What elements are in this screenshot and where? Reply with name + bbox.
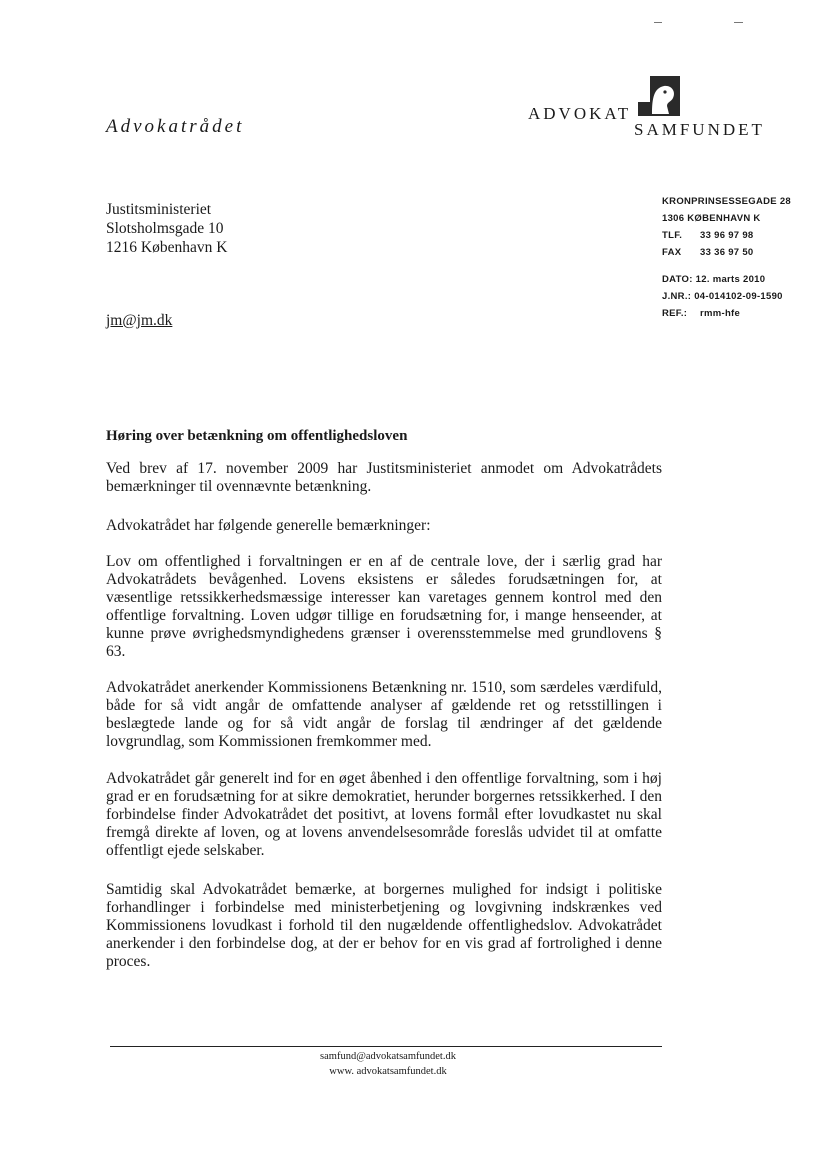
- sender-address: KRONPRINSESSEGADE 28: [662, 196, 792, 207]
- recipient-city: 1216 København K: [106, 239, 228, 256]
- brand-wordmark-bottom: SAMFUNDET: [634, 120, 765, 139]
- footer-email-link[interactable]: samfund@advokatsamfundet.dk: [320, 1051, 456, 1062]
- jnr-row: [662, 288, 783, 305]
- fax-label: FAX: [662, 247, 682, 258]
- sender-phone-row: [662, 227, 791, 244]
- paragraph-1: Ved brev af 17. november 2009 har Justitsministeriet anmodet om Advokatrådets bemærkninger til ovennævnte betænkning.: [106, 460, 662, 495]
- paragraph-4: Advokatrådet anerkender Kommissionens Betænkning nr. 1510, som særdeles værdifuld, både for så vidt angår de omfattende analyser af gældende ret og retsstillingen i beslægtede lande og for så vidt angår de forslag til ændringer af det gældende lovgrundlag, som Kommissionen fremkommer med.: [106, 679, 662, 750]
- phone-label: TLF.: [662, 230, 683, 241]
- jnr-label: J.NR.:: [662, 291, 692, 302]
- ref-row: [662, 305, 783, 322]
- scan-mark: [734, 22, 743, 23]
- sender-contact-block: [662, 193, 791, 261]
- recipient-street: Slotsholmsgade 10: [106, 220, 224, 237]
- ref-label: REF.:: [662, 308, 688, 319]
- phone-value: 33 96 97 98: [700, 230, 754, 241]
- footer-divider: [110, 1046, 662, 1047]
- paragraph-3: Lov om offentlighed i forvaltningen er en af de centrale love, der i særlig grad har Advokatrådets bevågenhed. Lovens eksistens er således forudsætningen for, at væsentlige retssikkerhedsmæssige interesser kan varetages gennem kontrol med den offentlige forvaltning. Loven udgør tillige en forudsætning for, i mange henseender, at kunne prøve øvrighedsmyndighedens grænser i overensstemmelse med grundlovens § 63.: [106, 553, 662, 660]
- recipient-name: Justitsministeriet: [106, 201, 212, 218]
- date-row: [662, 271, 783, 288]
- letter-subject: Høring over betænkning om offentlighedsloven: [106, 428, 408, 444]
- brand-wordmark-top: ADVOKAT: [528, 104, 632, 123]
- ref-value: rmm-hfe: [700, 308, 741, 319]
- footer-website-link[interactable]: www. advokatsamfundet.dk: [329, 1066, 447, 1077]
- date-value: 12. marts 2010: [695, 274, 766, 285]
- sender-postal: 1306 KØBENHAVN K: [662, 213, 761, 224]
- letter-reference-block: [662, 271, 783, 322]
- jnr-value: 04-014102-09-1590: [694, 291, 783, 302]
- paragraph-5: Advokatrådet går generelt ind for en øget åbenhed i den offentlige forvaltning, som i høj grad er en forudsætning for at sikre demokratiet, herunder borgernes retssikkerhed. I den forbindelse finder Advokatrådet det positivt, at lovens formål efter lovudkastet nu skal fremgå direkte af loven, og at lovens anvendelsesområde foreslås udvidet til at omfatte offentligt ejede selskaber.: [106, 770, 662, 859]
- advokatsamfundet-logo-icon: [636, 74, 682, 118]
- recipient-email-link[interactable]: jm@jm.dk: [106, 312, 173, 329]
- fax-value: 33 36 97 50: [700, 247, 754, 258]
- sender-fax-row: [662, 244, 791, 261]
- paragraph-2: Advokatrådet har følgende generelle bemærkninger:: [106, 517, 431, 534]
- recipient-address: [106, 200, 227, 257]
- date-label: DATO:: [662, 274, 693, 285]
- paragraph-6: Samtidig skal Advokatrådet bemærke, at borgernes mulighed for indsigt i politiske forhandlinger i forbindelse med ministerbetjening og lovgivning indskrænkes ved Kommissionens lovudkast i forhold til den nugældende offentlighedslov. Advokatrådet anerkender i den forbindelse dog, at der er behov for en vis grad af fortrolighed i denne proces.: [106, 881, 662, 970]
- council-name: Advokatrådet: [106, 116, 245, 137]
- scan-mark: [654, 22, 662, 23]
